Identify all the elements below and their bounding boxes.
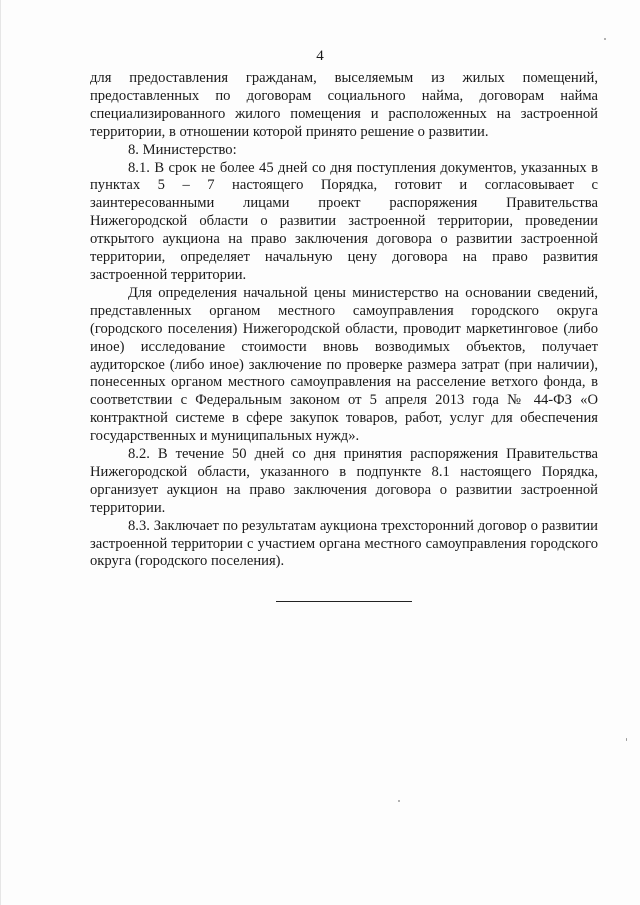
end-of-text-separator [276,601,412,602]
scan-edge [0,0,1,905]
paragraph-continuation: для предоставления гражданам, выселяемым из жилых помещений, предоставленных по договорам социального найма, договорам найма специализированного жилого помещения и расположенных на застроенной территории, в отношении которой принято решение о развитии. [90,70,598,140]
paragraph-section-8-heading: 8. Министерство: [128,141,237,158]
page-number: 4 [316,48,324,64]
paragraph-8-3: 8.3. Заключает по результатам аукциона трехсторонний договор о развитии застроенной территории с участием органа местного самоуправления городского округа (городского поселения). [90,517,598,570]
document-body [90,70,598,571]
scan-speck [398,800,400,802]
paragraph-initial-price: Для определения начальной цены министерство на основании сведений, представленных органом местного самоуправления городского округа (городского поселения) Нижегородской области, проводит маркетинговое (либо иное) исследование стоимости вновь возводимых объектов, получает аудиторское (либо иное) заключение по проверке размера затрат (при наличии), понесенных органом местного самоуправления на расселение ветхого фонда, в соответствии с Федеральным законом от 5 апреля 2013 года № 44-ФЗ «О контрактной системе в сфере закупок товаров, работ, услуг для обеспечения государственных и муниципальных нужд». [90,284,598,445]
paragraph-8-1: 8.1. В срок не более 45 дней со дня поступления документов, указанных в пунктах 5 – 7 настоящего Порядка, готовит и согласовывает с заинтересованными лицами проект распоряжения Правительства Нижегородской области о развитии застроенной территории, проведении открытого аукциона на право заключения договора о развитии застроенной территории, определяет начальную цену договора на право развития застроенной территории. [90,159,598,283]
paragraph-8-2: 8.2. В течение 50 дней со дня принятия распоряжения Правительства Нижегородской области, указанного в подпункте 8.1 настоящего Порядка, организует аукцион на право заключения договора о развитии застроенной территории. [90,446,598,516]
scan-speck [604,38,606,40]
scan-speck [626,738,627,741]
